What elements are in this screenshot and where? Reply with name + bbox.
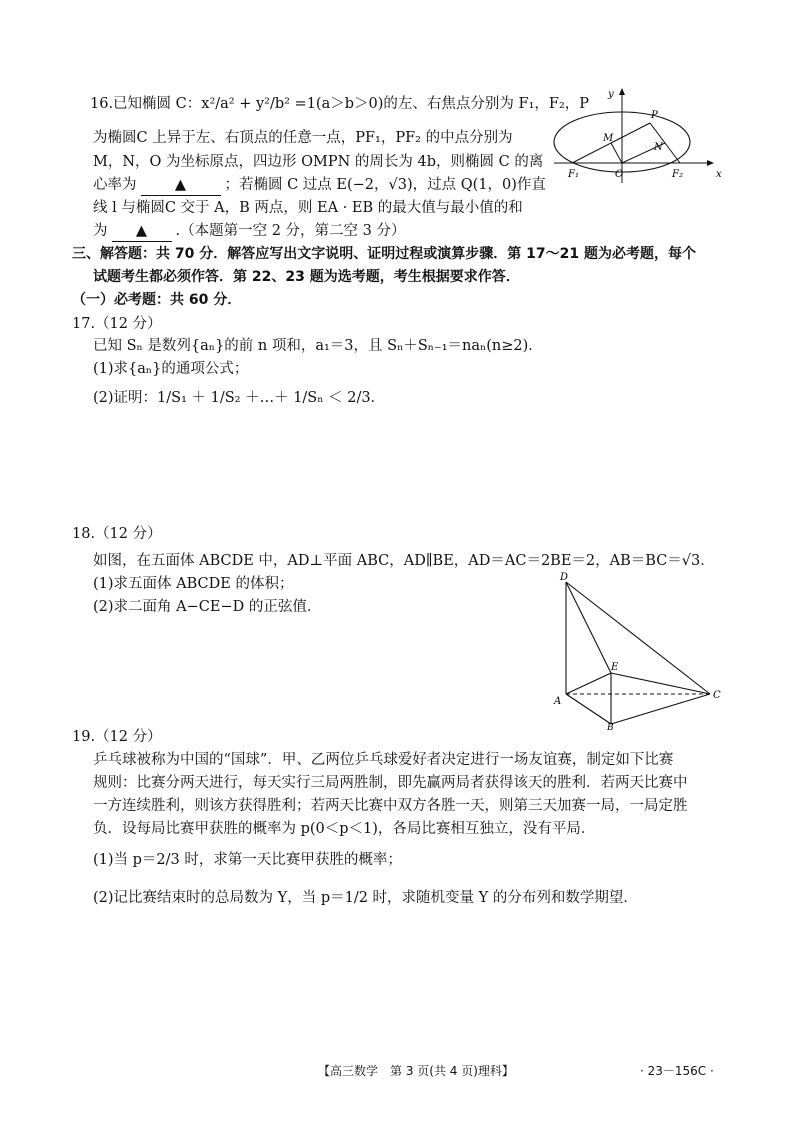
label-a: A: [554, 696, 562, 707]
q17-line1: 已知 Sₙ 是数列{aₙ}的前 n 项和，a₁＝3，且 Sₙ＋Sₙ₋₁＝naₙ(n≥2)．: [93, 338, 543, 354]
label-o: O: [615, 169, 624, 180]
segment-om: [611, 143, 622, 163]
label-x: x: [716, 169, 722, 180]
segment-mp: [611, 123, 650, 143]
q16-line4-b: ；若椭圆 C 过点 E(−2，√3)，过点 Q(1，0)作直: [224, 177, 546, 193]
q18-head: 18.（12 分）: [72, 526, 162, 542]
edge-ae: [566, 673, 611, 694]
q18-line1: 如图，在五面体 ABCDE 中，AD⊥平面 ABC，AD∥BE，AD＝AC＝2BE＝2，AB＝BC＝√3．: [93, 553, 715, 569]
label-p: P: [651, 110, 658, 121]
q16-line4-a: 心率为: [93, 177, 137, 193]
y-axis-arrow: [619, 88, 625, 95]
q19-line4: 负．设每局比赛甲获胜的概率为 p(0＜p＜1)，各局比赛相互独立，没有平局．: [93, 821, 596, 837]
q18-line3: (2)求二面角 A−CE−D 的正弦值．: [93, 599, 322, 615]
q19-head: 19.（12 分）: [72, 729, 162, 745]
q17-line3: (2)证明：1/S₁ ＋ 1/S₂ ＋…＋ 1/Sₙ ＜ 2/3．: [93, 390, 386, 406]
answer-blank-1[interactable]: ▲: [141, 175, 221, 196]
label-f1: F₁: [568, 169, 579, 180]
edge-bc: [611, 694, 710, 724]
label-n: N: [654, 142, 663, 153]
label-m: M: [603, 133, 614, 144]
edge-de: [566, 582, 611, 673]
ellipse-figure: [550, 85, 735, 185]
q16-line4: [93, 175, 546, 196]
label-y: y: [608, 89, 614, 100]
section3-line2: 试题考生都必须作答．第 22、23 题为选考题，考生根据要求作答．: [93, 269, 520, 285]
q19-line3: 一方连续胜利，则该方获得胜利；若两天比赛中双方各胜一天，则第三天加赛一局，一局定胜: [93, 798, 688, 814]
label-f2: F₂: [672, 169, 683, 180]
q16-line1: 16.已知椭圆 C：x²/a² + y²/b² =1(a＞b＞0)的左、右焦点分别为 F₁，F₂，P: [90, 96, 590, 112]
edge-ab: [566, 694, 611, 724]
label-c: C: [713, 690, 721, 701]
q16-line5: 线 l 与椭圆C 交于 A，B 两点，则 EA · EB 的最大值与最小值的和: [93, 200, 523, 216]
q18-line2: (1)求五面体 ABCDE 的体积；: [93, 576, 294, 592]
q19-line2: 规则：比赛分两天进行，每天实行三局两胜制，即先赢两局者获得该天的胜利．若两天比赛中: [93, 775, 688, 791]
edge-ec: [611, 673, 710, 694]
x-axis-arrow: [707, 160, 714, 166]
answer-blank-2[interactable]: ▲: [112, 221, 172, 242]
q16-line3: M，N，O 为坐标原点，四边形 OMPN 的周长为 4b，则椭圆 C 的离: [93, 154, 544, 170]
section3-line1: 三、解答题：共 70 分．解答应写出文字说明、证明过程或演算步骤．第 17～21 题为必考题，每个: [72, 246, 696, 262]
label-b: B: [607, 723, 614, 730]
q16-line6-a: 为: [93, 223, 108, 239]
q16-line6-b: .（本题第一空 2 分，第二空 3 分）: [175, 223, 406, 239]
page-footer-code: · 23－156C ·: [640, 1064, 714, 1078]
q16-line6: [93, 221, 406, 242]
section3-line3: （一）必考题：共 60 分．: [72, 292, 242, 308]
label-d: D: [560, 572, 569, 583]
q16-line2: 为椭圆C 上异于左、右顶点的任意一点，PF₁，PF₂ 的中点分别为: [93, 130, 513, 146]
edge-dc: [566, 582, 710, 694]
label-e: E: [611, 662, 619, 673]
q17-line2: (1)求{aₙ}的通项公式；: [93, 361, 249, 377]
pentahedron-figure: [550, 570, 730, 730]
q19-line5: (1)当 p＝2/3 时，求第一天比赛甲获胜的概率；: [93, 852, 402, 868]
q17-head: 17.（12 分）: [72, 316, 162, 332]
page-footer-center: 【高三数学 第 3 页(共 4 页)理科】: [318, 1064, 514, 1078]
q19-line1: 乒乓球被称为中国的“国球”．甲、乙两位乒乓球爱好者决定进行一场友谊赛，制定如下比赛: [93, 752, 674, 768]
q19-line6: (2)记比赛结束时的总局数为 Y，当 p＝1/2 时，求随机变量 Y 的分布列和数学期望．: [93, 890, 638, 906]
